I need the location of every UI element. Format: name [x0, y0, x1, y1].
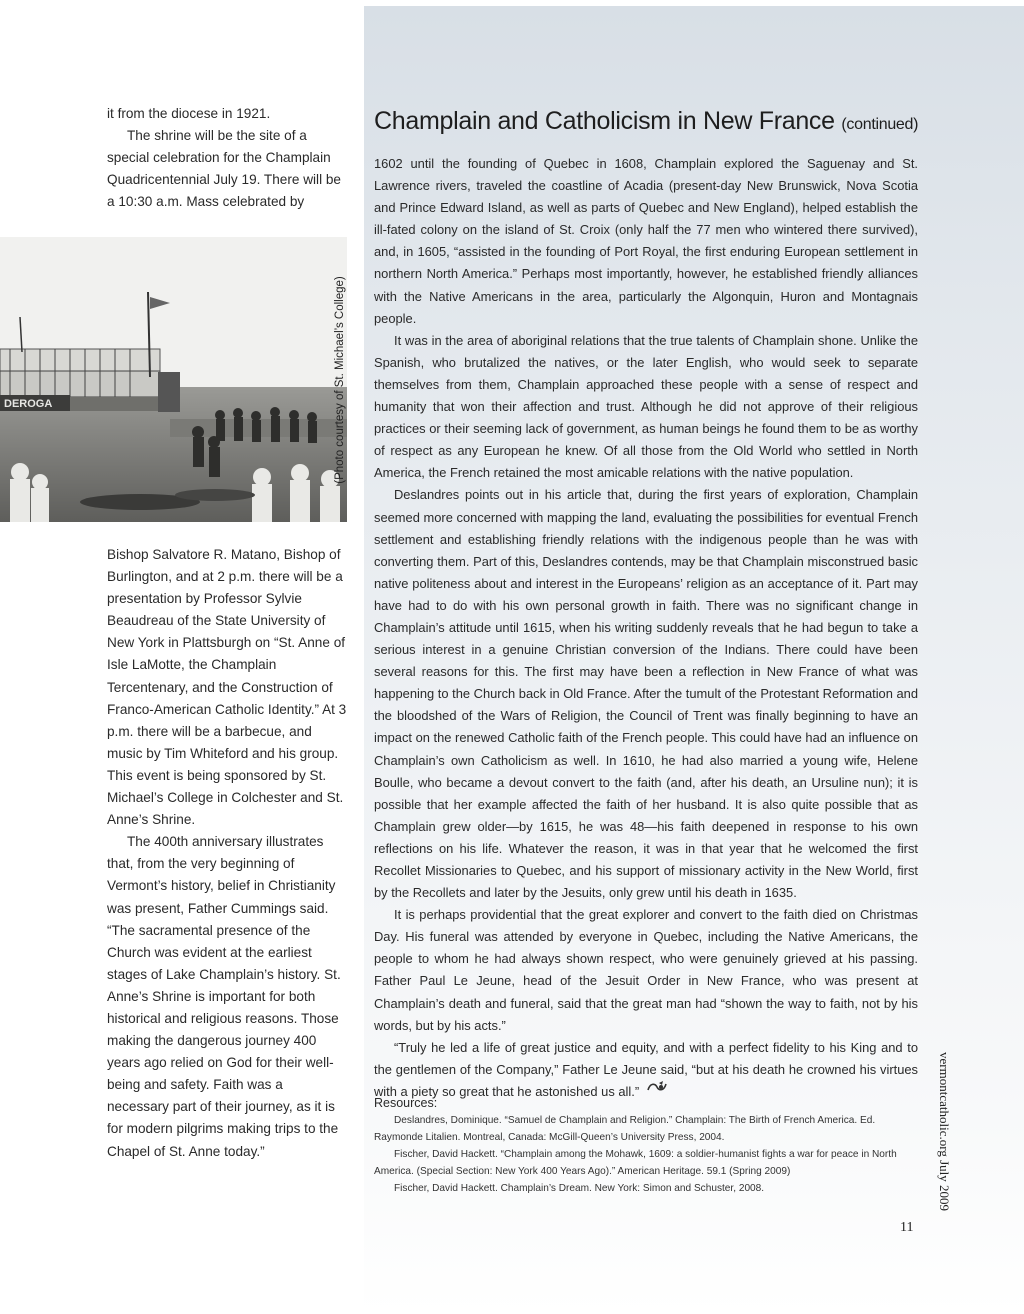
ornament-icon — [646, 1080, 668, 1094]
resources-heading: Resources: — [374, 1096, 438, 1110]
left-paragraph: it from the diocese in 1921. — [107, 106, 271, 121]
article-paragraph: “Truly he led a life of great justice and equity, and with a perfect fidelity to his King and to the gentlemen of the Company,” Father Le Jeune said, “but at his death he crowned his virtues with a piety so great that he astonished us all.” — [374, 1039, 918, 1099]
steamboat-illustration — [0, 237, 347, 522]
article-title-continued: (continued) — [841, 116, 919, 133]
resource-entry: Fischer, David Hackett. Champlain’s Dream. New York: Simon and Schuster, 2008. — [394, 1183, 765, 1194]
left-column-bottom — [107, 544, 347, 1163]
historic-steamboat-photo — [0, 237, 347, 522]
side-url-date: vermontcatholic.org July 2009 — [937, 1052, 952, 1211]
article-title-text: Champlain and Catholicism in New France — [374, 107, 835, 135]
left-paragraph: Bishop Salvatore R. Matano, Bishop of Burlington, and at 2 p.m. there will be a presentation by Professor Sylvie Beaudreau of the State University of New York in Plattsburgh on “St. Anne of Isle LaMotte, the Champlain Tercentenary, and the Construction of Franco-American Catholic Identity.” At 3 p.m. there will be a barbecue, and music by Tim Whiteford and his group. This event is being sponsored by St. Michael’s College in Colchester and St. Anne’s Shrine. — [107, 547, 347, 828]
left-paragraph: The 400th anniversary illustrates that, from the very beginning of Vermont’s history, belief in Christianity was present, Father Cummings said. “The sacramental presence of the Church was evident at the earliest stages of Lake Champlain’s history. St. Anne’s Shrine is important for both historical and religious reasons. Those making the dangerous journey 400 years ago relied on God for their well-being and safety. Faith was a necessary part of their journey, as it is for modern pilgrims making trips to the Chapel of St. Anne today.” — [107, 834, 341, 1159]
article-title — [374, 103, 918, 143]
left-paragraph: The shrine will be the site of a special celebration for the Champlain Quadricentennial July 19. There will be a 10:30 a.m. Mass celebrated by — [107, 128, 341, 210]
article-paragraph: It was in the area of aboriginal relations that the true talents of Champlain shone. Unlike the Spanish, who brutalized the natives, or the later English, who would seek to separate themselves from them, Champlain approached these people with a sense of respect and humanity that won their affection and trust. Although he did not approve of their religious practices or their seeming lack of government, as human beings he found them to be as worthy of respect as any European he knew. Of all those from the Old World who settled in North America, the French retained the most amicable relations with the native population. — [374, 332, 918, 481]
article-paragraph: 1602 until the founding of Quebec in 1608, Champlain explored the Saguenay and St. Lawrence rivers, traveled the coastline of Acadia (present-day New Brunswick, Nova Scotia and Prince Edward Island, as well as parts of Quebec and New England), helped establish the ill-fated colony on the island of St. Croix (only half the 77 men who wintered there survived), and, in 1605, “assisted in the founding of Port Royal, the first enduring European settlement in northern North America.” Perhaps most importantly, however, he established friendly alliances with the Native Americans in the area, particularly the Algonquin, Huron and Montagnais people. — [374, 156, 918, 326]
article-body — [374, 153, 918, 1103]
photo-credit: (Photo courtesy of St. Michael’s College) — [334, 276, 346, 484]
left-column-top — [107, 103, 347, 213]
article — [374, 103, 918, 1103]
article-paragraph: Deslandres points out in his article that, during the first years of exploration, Champlain seemed more concerned with mapping the land, evaluating the possibilities for eventual French settlement and establishing friendly relations with the indigenous people than he was with converting them. Part of this, Deslandres contends, may be that Champlain misconstrued basic native politeness about and interest in the Europeans’ religion as an acceptance of it. Part may have had to do with his own personal growth in faith. There was no significant change in Champlain’s attitude until 1615, when his writing suddenly reveals that he had begun to take a serious interest in a genuine Christian conversion of the Indians. There could have been several reasons for this. The first may have been a reflection in New France of what was happening to the Church back in Old France. After the tumult of the Protestant Reformation and the bloodshed of the Wars of Religion, the Council of Trent was finally beginning to have an impact on the renewed Catholic faith of the French people. This could have had an influence on Champlain’s own Catholicism as well. In 1610, he had also married a young wife, Helene Boulle, who became a devout convert to the faith (and, after his death, an Ursuline nun); it is possible that her example affected the faith of her husband. It is also quite possible that as Champlain grew older—by 1615, he was 48—his faith deepened in response to his own reflections on his life. Whatever the reason, it was in that year that he welcomed the first Recollet Missionaries to Quebec, and his support of missionary activity in the New World, first by the Recollets and later by the Jesuits, only grew until his death in 1635. — [374, 487, 918, 901]
page-number: 11 — [900, 1220, 914, 1235]
boat-name-text: DEROGA — [4, 398, 53, 410]
resource-entry: Fischer, David Hackett. “Champlain among the Mohawk, 1609: a soldier-humanist fights a war for peace in North America. (Special Section: New York 400 Years Ago).” American Heritage. 59.1 (Spring 2009) — [374, 1149, 897, 1177]
article-paragraph: It is perhaps providential that the great explorer and convert to the faith died on Christmas Day. His funeral was attended by everyone in Quebec, including the Native Americans, the people to whom he had always shown respect, who were genuinely grieved at his passing. Father Paul Le Jeune, head of the Jesuit Order in New France, who was present at Champlain’s death and funeral, said that the great man had “shown the way to faith, not by his words, but by his acts.” — [374, 907, 918, 1033]
resource-entry: Deslandres, Dominique. “Samuel de Champlain and Religion.” Champlain: The Birth of French America. Ed. Raymonde Litalien. Montreal, Canada: McGill-Queen’s University Press, 2004. — [374, 1115, 876, 1143]
resources-section — [374, 1094, 918, 1197]
